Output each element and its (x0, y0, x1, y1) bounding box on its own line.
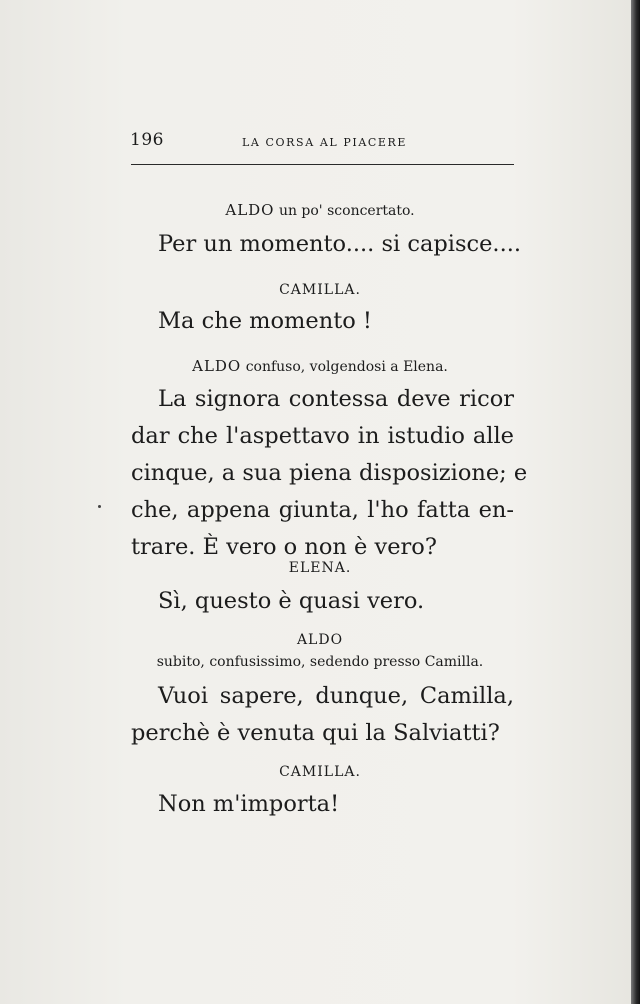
stage-direction-3: subito, confusissimo, sedendo presso Camilla. (156, 654, 484, 670)
speaker-name: ALDO (225, 201, 275, 219)
speech-line: Vuoi sapere, dunque, Camilla, (158, 683, 514, 709)
stage-direction-2 (0, 359, 640, 374)
speaker-name: ALDO (192, 357, 242, 375)
header-rule (131, 164, 514, 165)
paper-speck (98, 505, 101, 508)
running-title: LA CORSA AL PIACERE (242, 136, 408, 149)
speaker-heading-camilla-1: CAMILLA. (279, 282, 361, 298)
speech-line: dar che l'aspettavo in istudio alle (131, 423, 514, 449)
speech-line: Per un momento.... si capisce.... (158, 231, 522, 257)
stage-direction-text: un po' sconcertato. (278, 203, 415, 219)
speaker-heading-elena: ELENA. (288, 560, 352, 576)
speech-line: Non m'importa! (158, 791, 340, 817)
speech-line: cinque, a sua piena disposizione; e (131, 460, 528, 486)
speaker-heading-camilla-2: CAMILLA. (279, 764, 361, 780)
stage-direction-1 (0, 203, 640, 218)
page-edge-shadow (631, 0, 640, 1004)
speech-line: che, appena giunta, l'ho fatta en- (131, 497, 514, 523)
speech-line: trare. È vero o non è vero? (131, 534, 437, 560)
speech-6 (158, 786, 515, 823)
speech-4 (158, 583, 515, 620)
speaker-heading-aldo: ALDO (296, 632, 344, 648)
speech-line: Ma che momento ! (158, 308, 372, 334)
speech-line: La signora contessa deve ricor (158, 386, 514, 412)
speech-1 (158, 226, 522, 263)
page-number: 196 (130, 130, 164, 150)
page-header (130, 130, 515, 152)
speech-3 (131, 381, 528, 566)
stage-direction-text: confuso, volgendosi a Elena. (245, 359, 448, 375)
speech-2 (158, 303, 515, 340)
speech-5 (131, 678, 514, 752)
speech-line: Sì, questo è quasi vero. (158, 588, 425, 614)
speech-line: perchè è venuta qui la Salviatti? (131, 720, 500, 746)
